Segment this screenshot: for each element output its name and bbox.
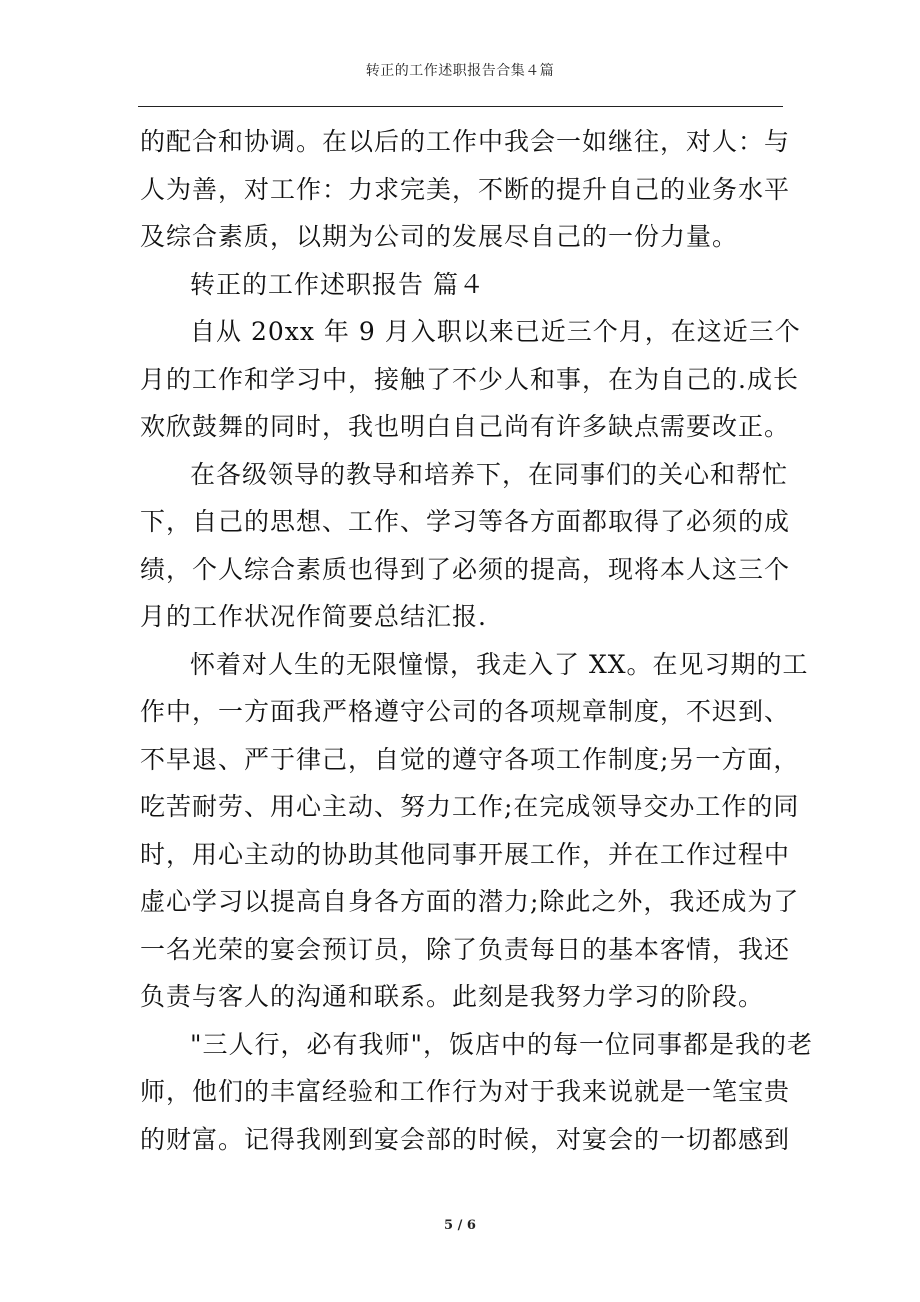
body-line: 时，用心主动的协助其他同事开展工作，并在工作过程中 — [140, 839, 791, 869]
body-line: 的配合和协调。在以后的工作中我会一如继往，对人：与 — [140, 127, 791, 156]
body-line: 的财富。记得我刚到宴会部的时候，对宴会的一切都感到 — [140, 1124, 791, 1154]
body-line: 人为善，对工作：力求完美，不断的提升自己的业务水平 — [140, 174, 791, 204]
body-line: 欢欣鼓舞的同时，我也明白自己尚有许多缺点需要改正。 — [140, 412, 791, 441]
body-line: 不早退、严于律己，自觉的遵守各项工作制度;另一方面， — [140, 744, 800, 774]
body-line: 绩，个人综合素质也得到了必须的提高，现将本人这三个 — [140, 554, 791, 584]
body-line: 吃苦耐劳、用心主动、努力工作;在完成领导交办工作的同 — [140, 792, 800, 821]
header-rule — [138, 106, 783, 107]
page-header: 转正的工作述职报告合集４篇 — [365, 63, 555, 79]
body-line: 下，自己的思想、工作、学习等各方面都取得了必须的成 — [140, 507, 791, 536]
body-line: 虚心学习以提高自身各方面的潜力;除此之外，我还成为了 — [140, 887, 800, 916]
page-number: 5 / 6 — [444, 1218, 476, 1233]
body-line: 月的工作状况作简要总结汇报. — [140, 602, 487, 631]
body-line: 月的工作和学习中，接触了不少人和事，在为自己的.成长 — [140, 364, 799, 394]
body-line: 自从 20xx 年 9 月入职以来已近三个月，在这近三个 — [190, 317, 801, 346]
body-line: 一名光荣的宴会预订员，除了负责每日的基本客情，我还 — [140, 934, 791, 964]
body-line: 作中，一方面我严格遵守公司的各项规章制度，不迟到、 — [140, 697, 791, 726]
body-line: "三人行，必有我师"，饭店中的每一位同事都是我的老 — [190, 1029, 814, 1059]
document-body — [140, 118, 814, 1163]
body-line: 负责与客人的沟通和联系。此刻是我努力学习的阶段。 — [140, 982, 765, 1011]
body-line: 师，他们的丰富经验和工作行为对于我来说就是一笔宝贵 — [140, 1077, 791, 1106]
body-line: 怀着对人生的无限憧憬，我走入了 XX。在见习期的工 — [190, 649, 809, 679]
section-heading: 转正的工作述职报告 篇４ — [190, 269, 485, 299]
body-line: 在各级领导的教导和培养下，在同事们的关心和帮忙 — [190, 459, 789, 489]
body-line: 及综合素质，以期为公司的发展尽自己的一份力量。 — [140, 222, 739, 251]
